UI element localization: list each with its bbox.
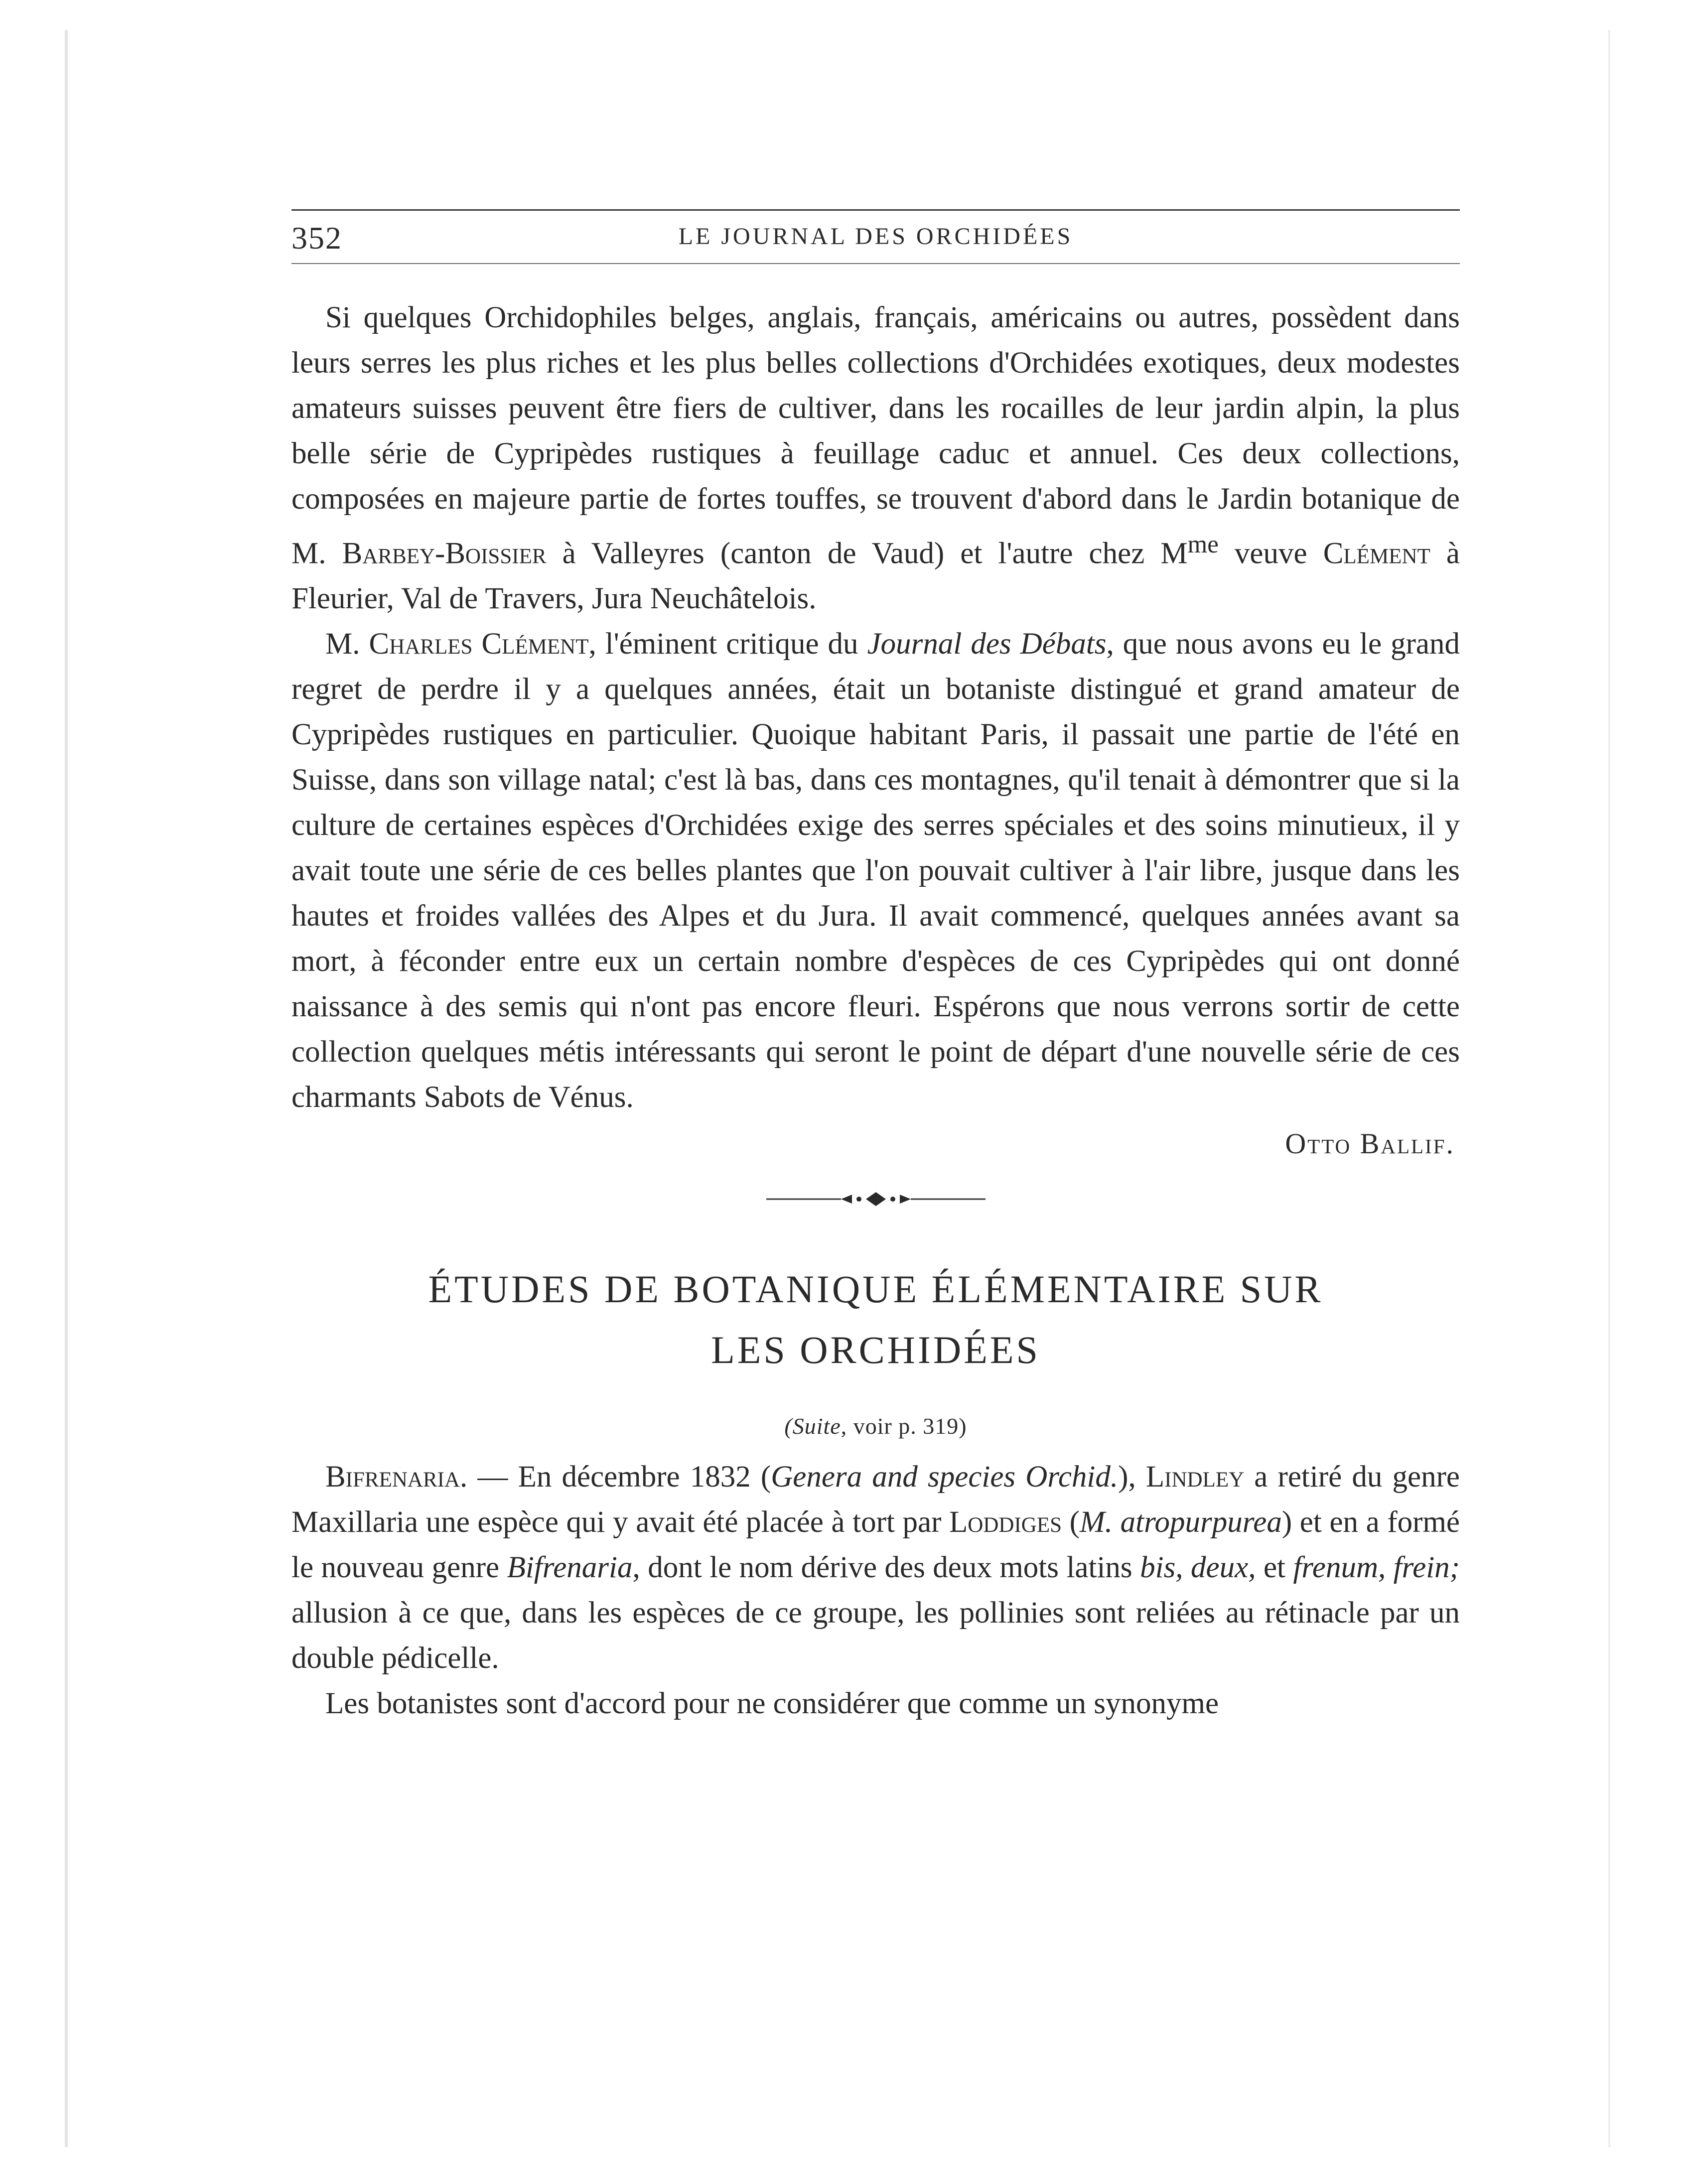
header-rule-bottom (291, 263, 1460, 264)
genus-name: Bifrenaria (325, 1460, 460, 1494)
running-header (291, 211, 1460, 263)
author-signature: Otto Ballif. (1285, 1127, 1455, 1160)
article1-paragraph-2 (291, 621, 1460, 1120)
person-name: Loddiges (949, 1505, 1062, 1539)
scan-edge-right (1608, 30, 1610, 2147)
text-run: , que nous avons eu le grand regret de perdre il y a quelques années, était un botaniste distingué et grand amateur de Cypripèdes rustiques en particulier. Quoique habitant Paris, il passait une partie de l'été en Suisse, dans son village natal; c'est là bas, dans ces montagnes, qu'il tenait à démontrer que si la culture de certaines espèces d'Orchidées exige des serres spéciales et des soins minutieux, il y avait toute une série de ces belles plantes que l'on pouvait cultiver à l'air libre, jusque dans les hautes et froides vallées des Alpes et du Jura. Il avait commencé, quelques années avant sa mort, à féconder entre eux un certain nombre d'espèces de ces Cypripèdes qui ont donné naissance à des semis qui n'ont pas encore fleuri. Espérons que nous verrons sortir de cette collection quelques métis intéressants qui seront le point de départ d'une nouvelle série de ces charmants Sabots de Vénus. (291, 627, 1460, 1114)
text-run: a retiré du genre Maxillaria une espèce qui y avait été placée à tort par (291, 1460, 1460, 1539)
section-title (291, 1259, 1460, 1380)
continuation-ref: voir p. 319) (847, 1413, 967, 1439)
section-title-line-2: LES ORCHIDÉES (711, 1328, 1040, 1372)
continuation-italic: (Suite, (784, 1413, 847, 1439)
text-run: ( (1062, 1505, 1080, 1539)
text-run: M. (325, 627, 369, 661)
page-number: 352 (291, 220, 342, 256)
superscript: me (1187, 530, 1219, 558)
text-run: . — En décembre 1832 ( (460, 1460, 771, 1494)
person-name: Lindley (1145, 1460, 1245, 1494)
person-name: Clément (1323, 537, 1430, 570)
text-run: ), (1118, 1460, 1146, 1494)
text-run: allusion à ce que, dans les espèces de ce groupe, les pollinies sont reliées au rétinacle par un double pédicelle. (291, 1596, 1460, 1675)
person-name: Charles Clément (369, 627, 589, 661)
species-name: M. atropurpurea (1079, 1505, 1282, 1539)
scan-edge-left (65, 30, 68, 2147)
latin-word: bis, deux, (1140, 1551, 1256, 1585)
page (291, 209, 1460, 1726)
publication-title: Journal des Débats (867, 627, 1107, 661)
article1-paragraph-1 (291, 295, 1460, 621)
body-text (291, 295, 1460, 1726)
text-run: et (1256, 1551, 1293, 1585)
running-title: LE JOURNAL DES ORCHIDÉES (678, 223, 1073, 250)
latin-word: frenum, frein; (1293, 1551, 1460, 1585)
text-run: ) et en a formé le nouveau genre (291, 1505, 1460, 1585)
text-run: , dont le nom dérive des deux mots latins (632, 1551, 1140, 1585)
article2-paragraph-2: Les botanistes sont d'accord pour ne considérer que comme un synonyme (325, 1687, 1219, 1721)
section-divider-ornament (766, 1189, 986, 1209)
person-name: Barbey-Boissier (342, 537, 547, 570)
reference-title: Genera and species Orchid. (771, 1460, 1119, 1494)
text-run: à Valleyres (canton de Vaud) et l'autre chez M (546, 537, 1188, 570)
section-title-line-1: ÉTUDES DE BOTANIQUE ÉLÉMENTAIRE SUR (428, 1267, 1323, 1311)
genus-name-italic: Bifrenaria (507, 1551, 633, 1585)
text-run: à Fleurier, Val de Travers, Jura Neuchâtelois. (291, 537, 1460, 616)
text-run: , l'éminent critique du (588, 627, 867, 661)
article2-paragraph-1 (291, 1454, 1460, 1681)
continuation-note (291, 1413, 1460, 1439)
text-run: Si quelques Orchidophiles belges, anglais, français, américains ou autres, possèdent dans leurs serres les plus riches et les plus belles collections d'Orchidées exotiques, deux modestes amateurs suisses peuvent être fiers de cultiver, dans les rocailles de leur jardin alpin, la plus belle série de Cypripèdes rustiques à feuillage caduc et annuel. Ces deux collections, composées en majeure partie de fortes touffes, se trouvent d'abord dans le Jardin botanique de M. (291, 301, 1460, 570)
text-run: veuve (1218, 537, 1323, 570)
